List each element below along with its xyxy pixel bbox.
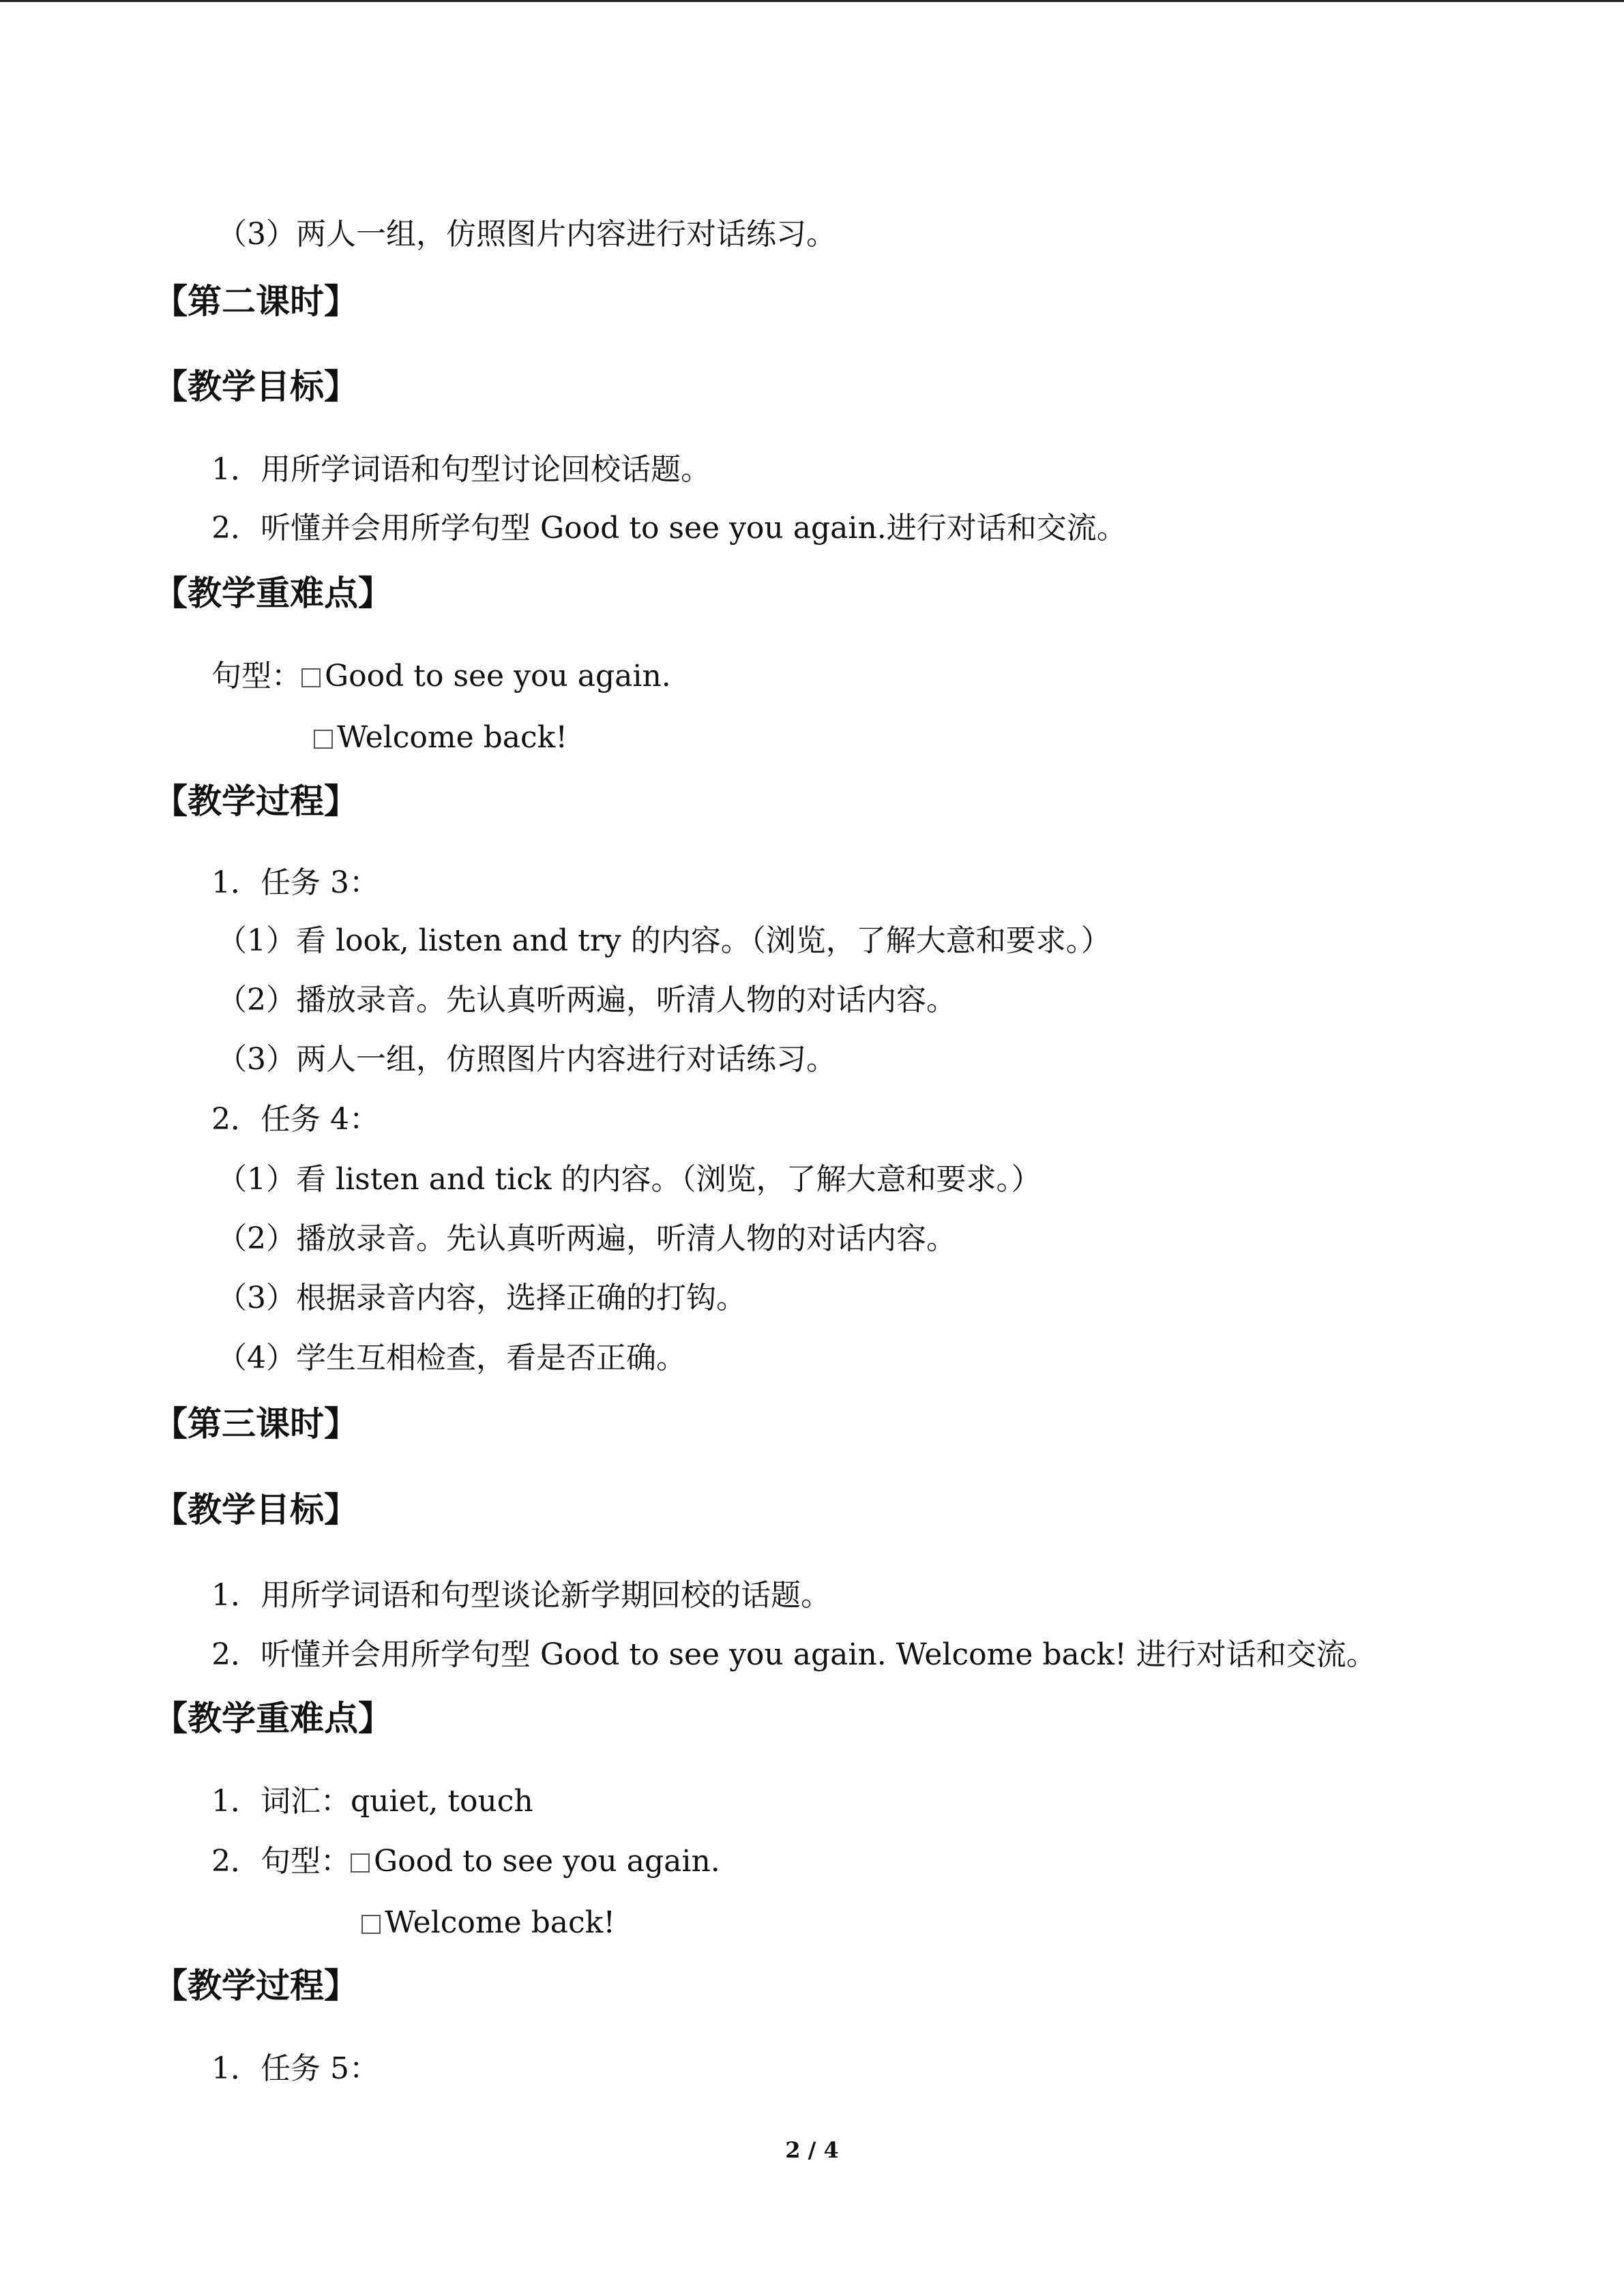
sentence-pattern-line bbox=[361, 1903, 615, 1943]
vocabulary-line: 1．词汇：quiet, touch bbox=[211, 1784, 533, 1819]
sentence-pattern-line bbox=[211, 1841, 720, 1882]
sentence-pattern-line bbox=[314, 717, 567, 758]
checkbox-icon bbox=[361, 1915, 381, 1934]
step-line: （1）看 listen and tick 的内容。（浏览，了解大意和要求。） bbox=[217, 1162, 1042, 1197]
lesson-heading: 【第二课时】 bbox=[153, 281, 358, 321]
sentence-pattern-label: 2．句型： bbox=[211, 1844, 351, 1879]
task-title: 2．任务 4： bbox=[211, 1102, 379, 1137]
task-title: 1．任务 3： bbox=[211, 865, 379, 900]
sentence-pattern-text: Welcome back! bbox=[385, 1905, 616, 1940]
step-line: （3）两人一组，仿照图片内容进行对话练习。 bbox=[217, 217, 836, 252]
checkbox-icon bbox=[314, 730, 333, 749]
sentence-pattern-text: Welcome back! bbox=[337, 720, 568, 755]
section-heading-process: 【教学过程】 bbox=[153, 1965, 358, 2006]
objective-item: 1．用所学词语和句型讨论回校话题。 bbox=[211, 452, 711, 487]
lesson-heading: 【第三课时】 bbox=[153, 1403, 358, 1444]
step-line: （2）播放录音。先认真听两遍，听清人物的对话内容。 bbox=[217, 983, 956, 1017]
sentence-pattern-text: Good to see you again. bbox=[374, 1844, 720, 1879]
sentence-pattern-text: Good to see you again. bbox=[325, 659, 671, 694]
section-heading-objectives: 【教学目标】 bbox=[153, 366, 358, 406]
step-line: （1）看 look, listen and try 的内容。（浏览，了解大意和要求。） bbox=[217, 923, 1111, 958]
objective-item: 2．听懂并会用所学句型 Good to see you again. Welcome back! 进行对话和交流。 bbox=[211, 1637, 1376, 1672]
step-line: （2）播放录音。先认真听两遍，听清人物的对话内容。 bbox=[217, 1221, 956, 1256]
objective-item: 2．听懂并会用所学句型 Good to see you again.进行对话和交流。 bbox=[211, 511, 1127, 546]
page-top-border bbox=[0, 0, 1624, 2]
checkbox-icon bbox=[301, 668, 321, 687]
page-number: 2 / 4 bbox=[785, 2137, 839, 2163]
section-heading-key-points: 【教学重难点】 bbox=[153, 573, 392, 613]
step-line: （4）学生互相检查，看是否正确。 bbox=[217, 1341, 686, 1375]
task-title: 1．任务 5： bbox=[211, 2051, 379, 2086]
step-line: （3）两人一组，仿照图片内容进行对话练习。 bbox=[217, 1042, 836, 1077]
sentence-pattern-line bbox=[211, 656, 671, 697]
sentence-pattern-label: 句型： bbox=[211, 659, 301, 694]
section-heading-process: 【教学过程】 bbox=[153, 781, 358, 821]
section-heading-key-points: 【教学重难点】 bbox=[153, 1698, 392, 1738]
objective-item: 1．用所学词语和句型谈论新学期回校的话题。 bbox=[211, 1578, 831, 1613]
step-line: （3）根据录音内容，选择正确的打钩。 bbox=[217, 1281, 746, 1315]
checkbox-icon bbox=[351, 1853, 370, 1873]
section-heading-objectives: 【教学目标】 bbox=[153, 1489, 358, 1530]
